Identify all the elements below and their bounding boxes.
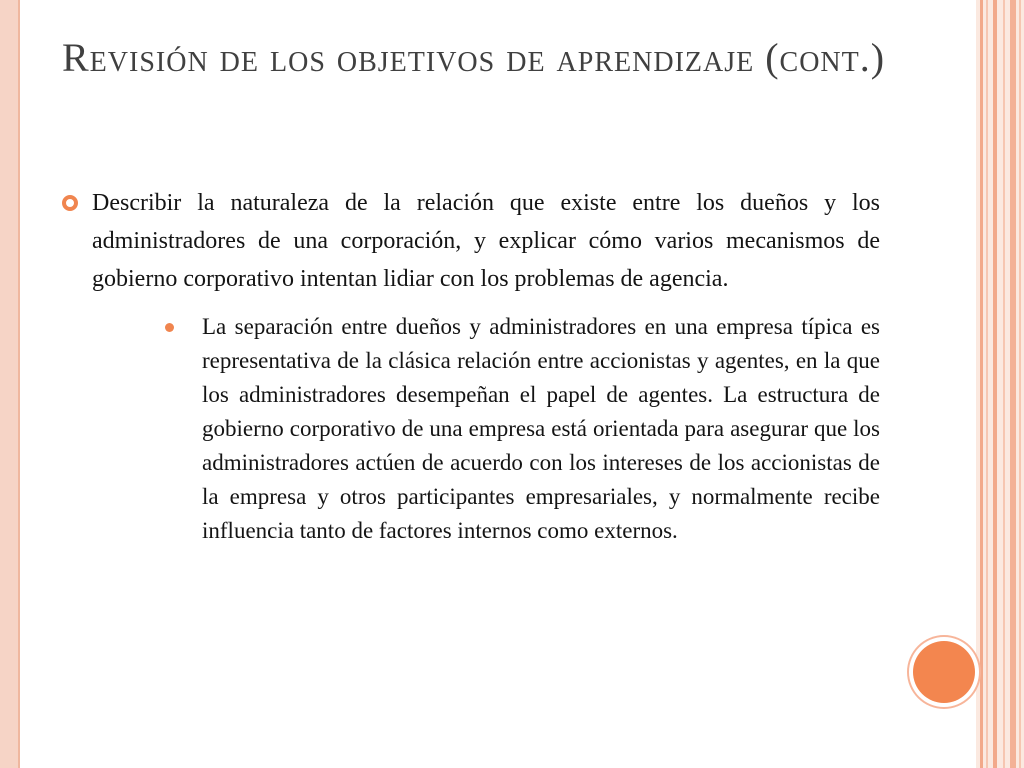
- frame-stripe: [1019, 0, 1021, 768]
- bullet-level1-text: Describir la naturaleza de la relación que existe entre los dueños y los administradores de una corporación, y explicar cómo varios mecanismos de gobierno corporativo intentan lidiar con los problemas de agencia.: [92, 190, 880, 292]
- slide-title: Revisión de los objetivos de aprendizaje (cont.): [62, 35, 886, 80]
- orange-circle-decoration-icon: [913, 641, 975, 703]
- bullet-level2: [202, 310, 880, 548]
- right-frame-border: [976, 0, 1024, 768]
- bullet-level1: [58, 184, 880, 298]
- frame-stripe: [993, 0, 997, 768]
- frame-stripe: [1003, 0, 1005, 768]
- frame-stripe: [986, 0, 988, 768]
- frame-stripe: [980, 0, 983, 768]
- ring-bullet-icon: [62, 195, 78, 211]
- left-frame-border: [0, 0, 20, 768]
- frame-stripe: [1010, 0, 1016, 768]
- slide-body: [58, 184, 880, 571]
- dot-bullet-icon: [165, 323, 174, 332]
- bullet-level2-text: La separación entre dueños y administradores en una empresa típica es representativa de la clásica relación entre accionistas y agentes, en la que los administradores desempeñan el papel de agentes. La estructura de gobierno corporativo de una empresa está orientada para asegurar que los administradores actúen de acuerdo con los intereses de los accionistas de la empresa y otros participantes empresariales, y normalmente recibe influencia tanto de factores internos como externos.: [202, 314, 880, 543]
